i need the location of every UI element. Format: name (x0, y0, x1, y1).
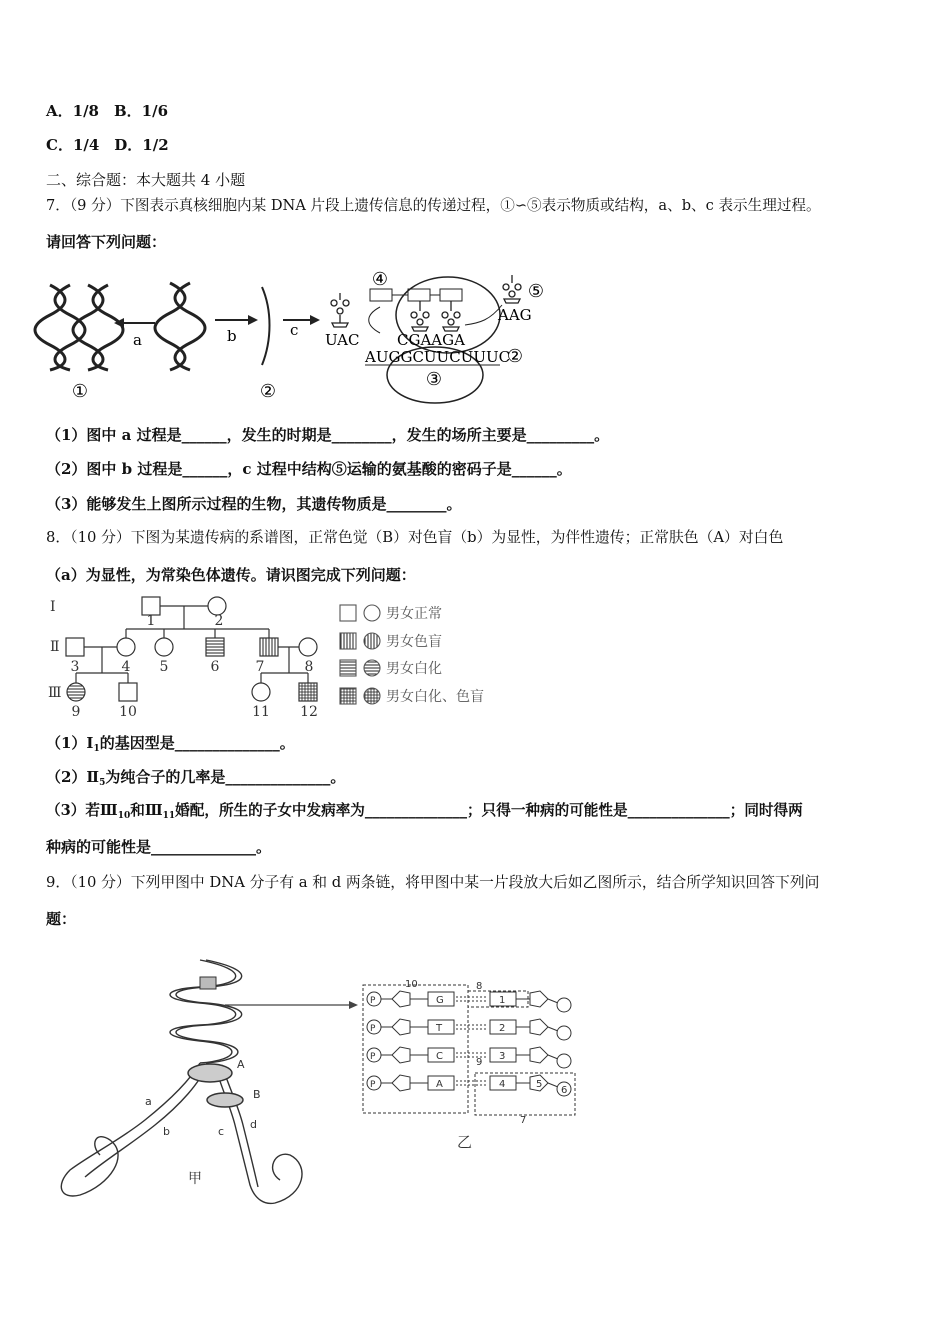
id-2: 2 (214, 613, 224, 629)
individual-8 (299, 638, 317, 656)
phosphodiester-right-2 (548, 1027, 558, 1031)
dna-helix-1 (35, 285, 85, 370)
label-b: b (227, 327, 237, 345)
base-right-1: 1 (499, 995, 506, 1006)
id-4: 4 (121, 659, 131, 675)
arrow-c-head (310, 315, 320, 325)
id-7: 7 (255, 659, 265, 675)
phosphodiester-right-3 (548, 1055, 558, 1059)
label-B: B (253, 1088, 261, 1101)
individual-4 (117, 638, 135, 656)
section-title: 二、综合题：本大题共 4 小题 (46, 171, 246, 189)
base-left-1: G (436, 995, 444, 1006)
q9-figure-yi (360, 975, 585, 1155)
pedigree-figure (46, 595, 506, 720)
id-3: 3 (70, 659, 80, 675)
q8-stem-line2: （a）为显性，为常染色体遗传。请识图完成下列问题： (46, 566, 416, 584)
sugar-right-1 (530, 991, 548, 1007)
legend-label-colorblind: 男女色盲 (386, 634, 442, 650)
q7-sub1: （1）图中 a 过程是______，发生的时期是________，发生的场所主要是_________。 (46, 426, 610, 444)
legend-albino-male (340, 660, 356, 676)
enlarge-arrow (225, 998, 360, 1012)
base-left-2: T (436, 1023, 443, 1034)
arrow-trna-enter (465, 305, 502, 325)
anticodon-mid: CGAAGA (397, 331, 465, 349)
id-5: 5 (159, 659, 169, 675)
legend-both-male (340, 688, 356, 704)
legend-colorblind-male (340, 633, 356, 649)
id-9: 9 (71, 704, 81, 720)
label-9: 9 (476, 1057, 483, 1068)
id-11: 11 (252, 704, 270, 720)
phosphate-right-2 (557, 1026, 571, 1040)
phosphodiester-right-4 (548, 1083, 558, 1087)
q7-stem-line2: 请回答下列问题： (46, 233, 167, 251)
individual-10 (119, 683, 137, 701)
q8-sub1: $(1)Ⅰ_1$的基因型是______________。 (46, 734, 295, 754)
q9-stem-line1: 9．（10 分）下列甲图中 DNA 分子有 a 和 d 两条链，将甲图中某一片段放大后如乙图所示，结合所学知识回答下列问 (46, 874, 820, 891)
label-8: 8 (476, 981, 483, 992)
base-right-4: 4 (499, 1079, 506, 1090)
enzyme-A (188, 1064, 232, 1082)
q8-sub2: $(2)Ⅱ_5$为纯合子的几率是______________。 (46, 768, 346, 788)
enzyme-B (207, 1093, 243, 1107)
label-num5: ⑤ (527, 281, 545, 302)
trna-bound (411, 301, 460, 331)
legend-both-female (364, 688, 380, 704)
phosphate-label-2: P (370, 1024, 376, 1034)
anticodon-right: AAG (498, 306, 532, 324)
mrna-sequence: AUGGCUUCUUUC (365, 348, 511, 366)
individual-5 (155, 638, 173, 656)
base-right-3: 3 (499, 1051, 506, 1062)
amino-acid-box-1 (370, 289, 392, 301)
trna-left (331, 293, 349, 327)
q8-sub3-line2: 种病的可能性是______________。 (46, 838, 272, 856)
trna-right (503, 275, 521, 303)
label-a: a (133, 331, 142, 349)
gen-1-label: Ⅰ (50, 599, 56, 615)
label-num3: ③ (425, 369, 443, 390)
label-b: b (163, 1125, 170, 1138)
q8-stem-line1: 8．（10 分）下图为某遗传病的系谱图，正常色觉（B）对色盲（b）为显性，为伴性遗传；正常肤色（A）对白色 (46, 529, 784, 546)
label-A: A (237, 1058, 245, 1071)
id-10: 10 (119, 704, 137, 720)
id-12: 12 (300, 704, 318, 720)
individual-6 (206, 638, 224, 656)
legend-normal-female (364, 605, 380, 621)
label-num4: ④ (371, 269, 389, 290)
label-d: d (250, 1118, 257, 1131)
label-7: 7 (520, 1115, 527, 1126)
anticodon-left: UAC (325, 331, 360, 349)
individual-12 (299, 683, 317, 701)
amino-acid-box-2 (408, 289, 430, 301)
label-num2-right: ② (506, 346, 524, 367)
mrna-strand (262, 287, 270, 365)
arrow-b-head (248, 315, 258, 325)
label-jia: 甲 (188, 1171, 202, 1187)
label-num1: ① (71, 381, 89, 402)
label-c: c (218, 1125, 225, 1138)
q7-stem-line1: 7．（9 分）下图表示真核细胞内某 DNA 片段上遗传信息的传递过程，①∽⑤表示物质或结构，a、b、c 表示生理过程。 (46, 197, 821, 214)
q7-sub2: （2）图中 b 过程是______，c 过程中结构⑤运输的氨基酸的密码子是______。 (46, 460, 572, 478)
q9-stem-line2: 题： (46, 910, 77, 928)
q9-figure-jia (50, 955, 340, 1210)
q6-options-cd: C．1/4 D．1/2 (46, 136, 169, 154)
legend-label-both: 男女白化、色盲 (386, 689, 484, 705)
legend-colorblind-female (364, 633, 380, 649)
amino-acid-box-3 (440, 289, 462, 301)
phosphate-label-3: P (370, 1052, 376, 1062)
individual-3 (66, 638, 84, 656)
enlarge-region (200, 977, 216, 989)
base-left-4: A (436, 1079, 443, 1090)
label-c: c (290, 321, 299, 339)
base-left-3: C (436, 1051, 443, 1062)
sugar-left-2 (392, 1019, 410, 1035)
individual-7 (260, 638, 278, 656)
label-num2-left: ② (259, 381, 277, 402)
sugar-right-2 (530, 1019, 548, 1035)
arrow-trna-exit (369, 307, 380, 333)
gen-3-label: Ⅲ (48, 685, 62, 701)
legend-normal-male (340, 605, 356, 621)
label-6: 6 (561, 1085, 568, 1096)
individual-9 (67, 683, 85, 701)
label-yi: 乙 (457, 1133, 473, 1151)
id-6: 6 (210, 659, 220, 675)
label-a: a (145, 1095, 152, 1108)
sugar-left-4 (392, 1075, 410, 1091)
dna-coil (61, 960, 302, 1203)
id-1: 1 (146, 613, 156, 629)
individual-11 (252, 683, 270, 701)
label-10: 10 (405, 979, 418, 990)
legend-albino-female (364, 660, 380, 676)
legend-label-albino: 男女白化 (386, 661, 442, 677)
q6-options-ab: A．1/8 B．1/6 (46, 102, 169, 120)
label-5: 5 (536, 1079, 543, 1090)
phosphate-right-1 (557, 998, 571, 1012)
q8-sub3: （3）若$Ⅲ_{10}$和$Ⅲ_{11}$婚配，所生的子女中发病率为______________；只得一种病的可能性是______________；同时得两 (46, 802, 803, 821)
dna-helix-3 (155, 283, 205, 370)
q7-figure (40, 265, 560, 410)
sugar-right-3 (530, 1047, 548, 1063)
base-right-2: 2 (499, 1023, 506, 1034)
phosphodiester-right-1 (548, 999, 558, 1003)
q7-sub3: （3）能够发生上图所示过程的生物，其遗传物质是________。 (46, 495, 462, 513)
phosphate-right-3 (557, 1054, 571, 1068)
phosphate-label-4: P (370, 1080, 376, 1090)
phosphate-label-1: P (370, 996, 376, 1006)
gen-2-label: Ⅱ (50, 639, 60, 655)
dna-helix-2 (73, 285, 123, 370)
legend-label-normal: 男女正常 (386, 606, 442, 622)
sugar-left-3 (392, 1047, 410, 1063)
id-8: 8 (304, 659, 314, 675)
sugar-left-1 (392, 991, 410, 1007)
